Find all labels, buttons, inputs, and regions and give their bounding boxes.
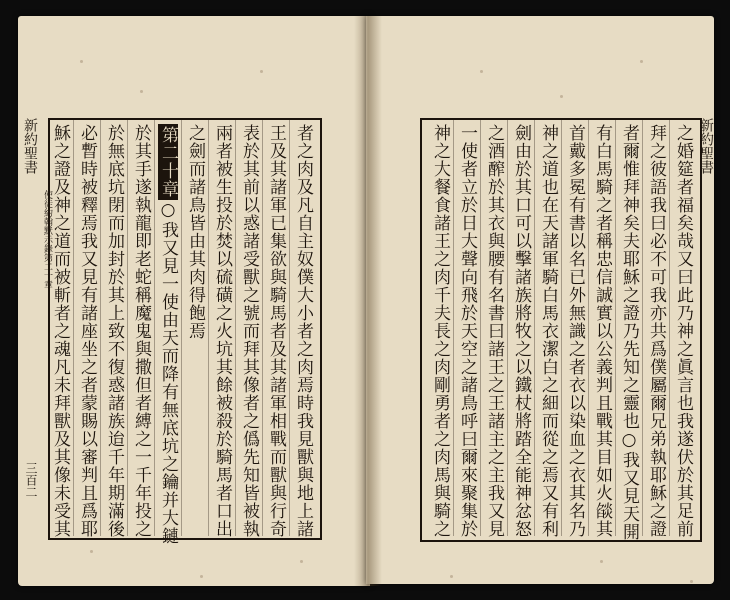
left-margin-title: 新約聖書: [22, 118, 38, 174]
paper-fleck: [200, 575, 203, 578]
paper-fleck: [80, 60, 83, 63]
paper-fleck: [140, 90, 143, 93]
text-column: 拜之彼語我曰必不可我亦共爲僕屬爾兄弟執耶穌之證: [646, 124, 666, 538]
column-rule: [289, 120, 290, 536]
text-column: 有白馬騎之者稱忠信誠實以公義判且戰其目如火燄其: [592, 124, 612, 538]
column-rule: [73, 120, 74, 536]
column-rule: [507, 120, 508, 536]
paper-fleck: [560, 95, 563, 98]
paper-fleck: [640, 60, 643, 63]
text-column: 表於其前以惑諸受獸之號而拜其像者之僞先知皆被執: [239, 124, 259, 538]
text-column: 之劍而諸鳥皆由其肉得飽焉: [185, 124, 205, 340]
column-rule: [262, 120, 263, 536]
column-rule: [669, 120, 670, 536]
text-column: 必暫時被釋焉我又見有諸座坐之者蒙賜以審判且爲耶: [77, 124, 97, 538]
paper-fleck: [450, 575, 453, 578]
book-gutter: [354, 16, 382, 586]
right-running-head: 新約聖書: [698, 118, 714, 174]
column-rule: [100, 120, 101, 536]
column-rule: [561, 120, 562, 536]
column-rule: [127, 120, 128, 536]
paper-fleck: [260, 70, 263, 73]
column-rule: [154, 120, 155, 536]
text-column: 穌之證及神之道而被斬者之魂凡未拜獸及其像未受其: [50, 124, 70, 538]
column-rule: [208, 120, 209, 536]
text-column: 神之道也在天諸軍騎白馬衣潔白之細而從之焉又有利: [538, 124, 558, 538]
paper-fleck: [690, 580, 693, 583]
text-column: 於其手遂執龍即老蛇稱魔鬼與撒但者縛之一千年投之: [131, 124, 151, 538]
text-column: 王及其諸軍已集欲與騎馬者及其諸軍相戰而獸與行奇: [266, 124, 286, 538]
column-rule: [480, 120, 481, 536]
column-text: ○我又見一使由天而降有無底坑之鑰并大鏈: [158, 200, 178, 545]
text-column: 者爾惟拜神矣夫耶穌之證乃先知之靈也○我又見天開: [619, 124, 639, 541]
text-column: 神之大餐食諸王之肉千夫長之肉剛勇者之肉馬與騎之: [430, 124, 450, 538]
text-column: 首戴多冕有書以名已外無識之者衣以染血之衣其名乃: [565, 124, 585, 538]
text-column: 者之肉及凡自主奴僕大小者之肉焉時我見獸與地上諸: [293, 124, 313, 538]
text-column: 於無底坑閉而加封於其上致不復惑諸族迨千年期滿後: [104, 124, 124, 538]
column-rule: [588, 120, 589, 536]
paper-fleck: [300, 560, 303, 563]
column-rule: [642, 120, 643, 536]
paper-fleck: [480, 70, 483, 73]
column-rule: [453, 120, 454, 536]
text-column: 一使者立於日大聲向飛於天空之諸鳥呼曰爾來聚集於: [457, 124, 477, 538]
column-rule: [534, 120, 535, 536]
text-column: [157, 124, 179, 545]
chapter-heading: 第二十章: [158, 126, 178, 198]
text-column: 之婚筵者福矣哉又曰此乃神之眞言也我遂伏於其足前: [673, 124, 693, 538]
text-column: 劍由於其口可以擊諸族將牧之以鐵杖將踏全能神忿怒: [511, 124, 531, 538]
left-margin-chapter-label: 使徒約翰默示錄第二十章: [42, 190, 52, 289]
paper-fleck: [90, 550, 93, 553]
column-rule: [235, 120, 236, 536]
page-number: 三百二: [24, 462, 38, 498]
column-rule: [615, 120, 616, 536]
text-column: 兩者被生投於焚以硫磺之火坑其餘被殺於騎馬者口出: [212, 124, 232, 538]
paper-fleck: [600, 560, 603, 563]
text-column: 之酒醡於其衣與腰有名書曰諸王之王諸主之主我又見: [484, 124, 504, 538]
column-rule: [181, 120, 182, 536]
